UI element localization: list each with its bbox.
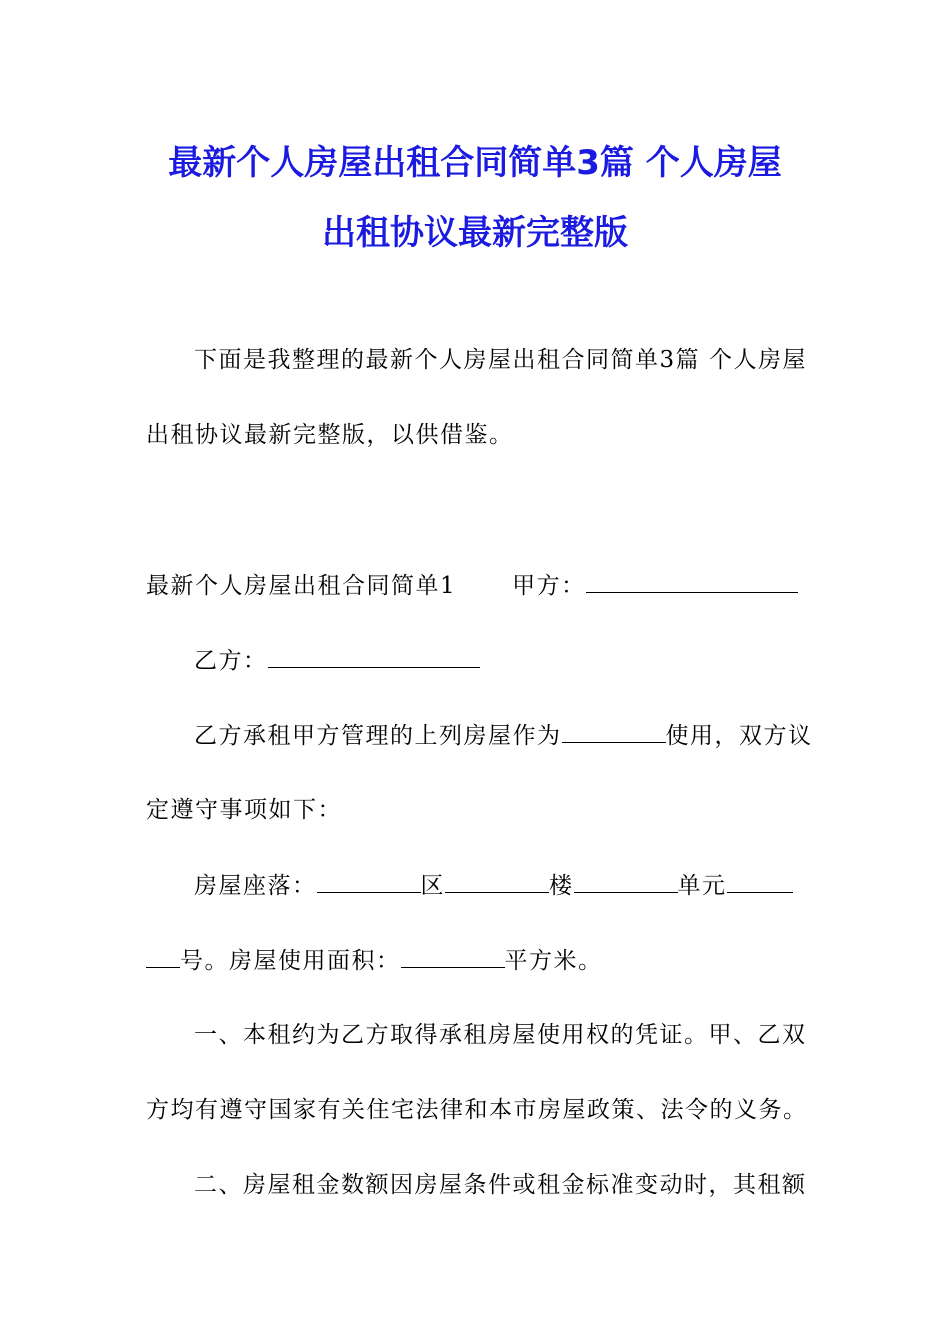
building-blank <box>445 870 549 893</box>
location-label: 房屋座落： <box>194 873 317 899</box>
document-title-line-1: 最新个人房屋出租合同简单3篇 个人房屋 <box>168 143 782 183</box>
clause-2-line-1: 二、房屋租金数额因房屋条件或租金标准变动时，其租额 <box>194 1172 807 1198</box>
party-b-row <box>194 645 480 676</box>
usage-line-1 <box>194 720 813 751</box>
location-line-1 <box>194 870 793 901</box>
number-blank-part-1 <box>727 870 793 893</box>
area-unit: 平方米。 <box>504 948 603 974</box>
area-label: 号。房屋使用面积： <box>180 948 401 974</box>
party-b-blank <box>268 645 480 668</box>
unit-label: 单元 <box>677 873 727 899</box>
intro-paragraph-line-2: 出租协议最新完整版，以供借鉴。 <box>146 422 514 448</box>
party-a-label: 甲方： <box>512 573 586 599</box>
usage-text-a: 乙方承租甲方管理的上列房屋作为 <box>194 723 562 749</box>
usage-blank <box>562 720 666 743</box>
unit-blank <box>574 870 678 893</box>
contract-heading-row <box>146 570 798 601</box>
building-label: 楼 <box>549 873 574 899</box>
usage-text-b: 使用，双方议 <box>665 723 813 749</box>
party-b-label: 乙方： <box>194 648 268 674</box>
contract-heading: 最新个人房屋出租合同简单1 <box>146 573 457 599</box>
number-blank-part-2 <box>146 945 180 968</box>
usage-line-2: 定遵守事项如下： <box>146 797 342 823</box>
location-line-2 <box>146 945 603 976</box>
district-label: 区 <box>420 873 445 899</box>
area-blank <box>401 945 505 968</box>
district-blank <box>317 870 421 893</box>
intro-paragraph-line-1: 下面是我整理的最新个人房屋出租合同简单3篇 个人房屋 <box>194 347 807 373</box>
clause-1-line-1: 一、本租约为乙方取得承租房屋使用权的凭证。甲、乙双 <box>194 1022 807 1048</box>
party-a-blank <box>586 570 798 593</box>
clause-1-line-2: 方均有遵守国家有关住宅法律和本市房屋政策、法令的义务。 <box>146 1097 808 1123</box>
document-title-line-2: 出租协议最新完整版 <box>322 213 628 253</box>
